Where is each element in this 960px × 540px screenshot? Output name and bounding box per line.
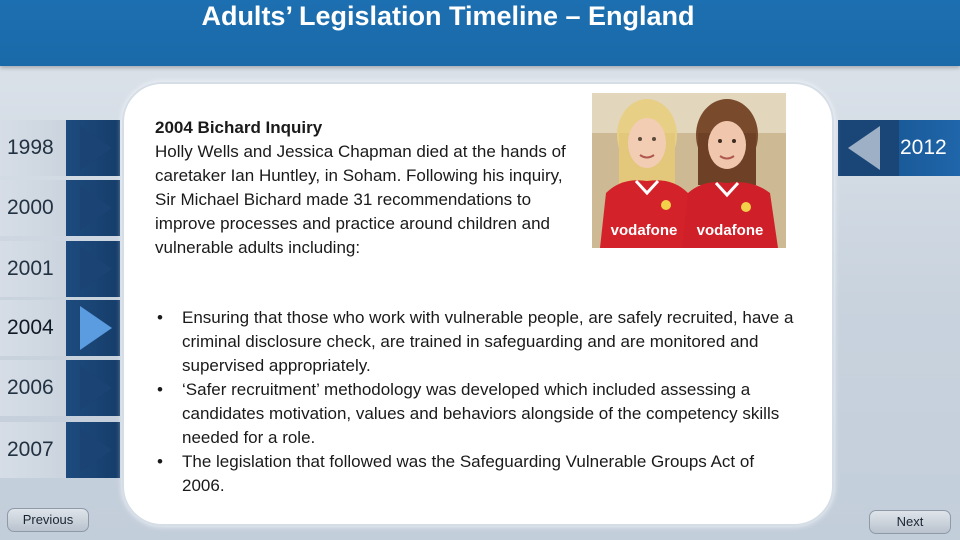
arrow-right-icon xyxy=(80,366,112,410)
arrow-right-icon xyxy=(80,247,112,291)
timeline-year-label: 2004 xyxy=(7,316,54,339)
timeline-year-label: 2006 xyxy=(7,376,54,399)
intro-paragraph: Holly Wells and Jessica Chapman died at the hands of caretaker Ian Huntley, in Soham. Following his inquiry, Sir Michael Bichard made 31 recommendations to improve processes and practice around children and vulnerable adults including: xyxy=(155,142,566,257)
timeline-item-1998[interactable] xyxy=(0,120,120,176)
header-banner xyxy=(0,0,960,66)
timeline-item-2001[interactable] xyxy=(0,241,120,297)
previous-button[interactable]: Previous xyxy=(7,508,89,532)
page-title: Adults’ Legislation Timeline – England xyxy=(201,1,695,31)
timeline-item-2006[interactable] xyxy=(0,360,120,416)
photo-illustration xyxy=(592,93,786,248)
photo-two-girls xyxy=(592,93,786,248)
timeline-year-label: 2012 xyxy=(900,136,947,159)
list-item: • ‘Safer recruitment’ methodology was developed which included assessing a candidates motivation, values and behaviors alongside of the competency skills needed for a role. xyxy=(155,378,795,450)
timeline-year-label: 1998 xyxy=(7,136,54,159)
timeline-item-2000[interactable] xyxy=(0,180,120,236)
timeline-year-label: 2001 xyxy=(7,257,54,280)
shirt-sponsor-left: vodafone xyxy=(610,222,678,239)
shirt-sponsor-right: vodafone xyxy=(696,222,764,239)
timeline-year-label: 2000 xyxy=(7,196,54,219)
timeline-item-2012[interactable] xyxy=(838,120,960,176)
arrow-right-icon xyxy=(80,186,112,230)
list-item: • Ensuring that those who work with vulnerable people, are safely recruited, have a criminal disclosure check, are trained in safeguarding and are monitored and supervised appropriately. xyxy=(155,306,795,378)
timeline-year-label: 2007 xyxy=(7,438,54,461)
arrow-right-icon xyxy=(80,306,112,350)
arrow-right-icon xyxy=(80,428,112,472)
timeline-item-2007[interactable] xyxy=(0,422,120,478)
arrow-right-icon xyxy=(80,126,112,170)
recommendations-list xyxy=(155,306,795,498)
list-item: • The legislation that followed was the Safeguarding Vulnerable Groups Act of 2006. xyxy=(155,450,795,498)
arrow-left-icon xyxy=(848,126,880,170)
section-heading: 2004 Bichard Inquiry xyxy=(155,118,323,137)
next-button[interactable]: Next xyxy=(869,510,951,534)
timeline-item-2004[interactable] xyxy=(0,300,120,356)
intro-text-block xyxy=(155,116,575,260)
